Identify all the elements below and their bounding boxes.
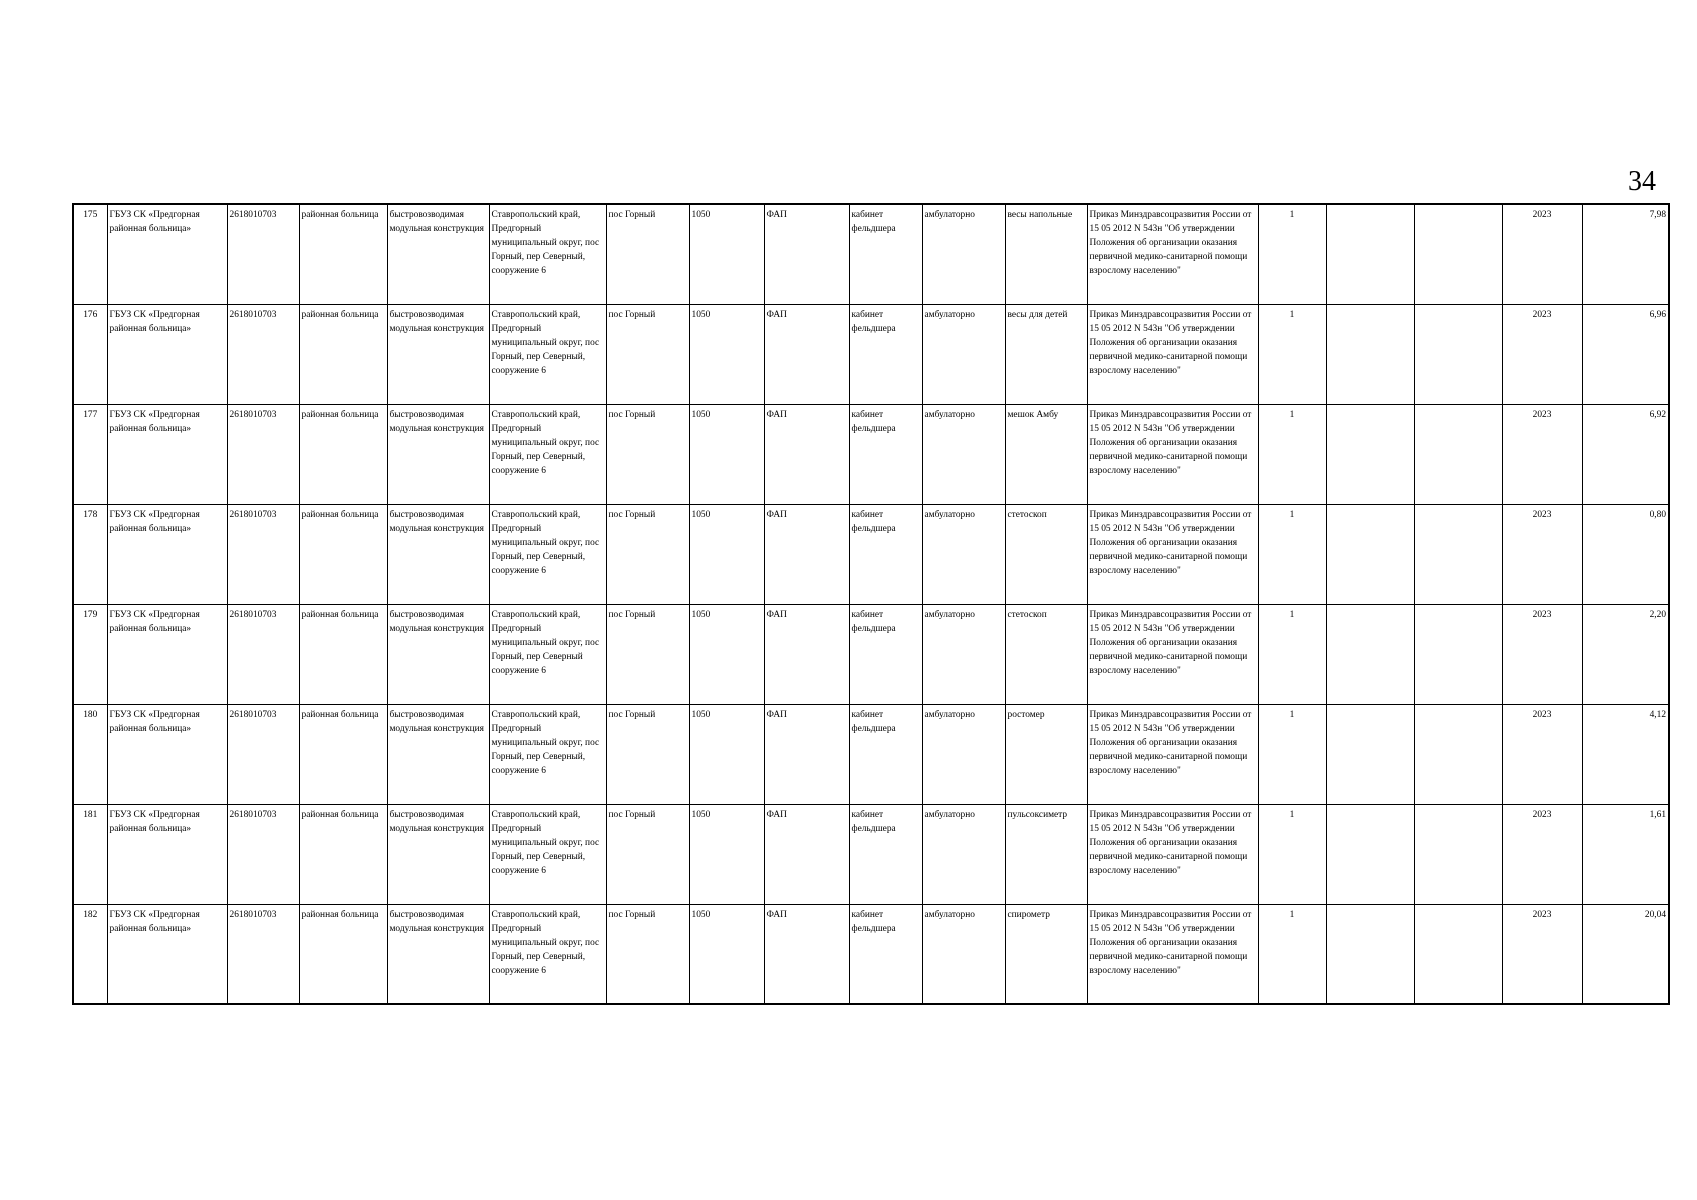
care-form-cell: амбулаторно xyxy=(922,204,1005,304)
empty-cell xyxy=(1414,504,1502,604)
equipment-cell: пульсоксиметр xyxy=(1005,804,1087,904)
construction-cell: быстровозводимая модульная конструкция xyxy=(387,804,489,904)
price-cell: 20,04 xyxy=(1582,904,1669,1004)
settlement-cell: пос Горный xyxy=(606,304,689,404)
equipment-cell: ростомер xyxy=(1005,704,1087,804)
org-type-cell: районная больница xyxy=(299,504,387,604)
settlement-cell: пос Горный xyxy=(606,704,689,804)
org-type-cell: районная больница xyxy=(299,304,387,404)
facility-cell: ФАП xyxy=(764,704,849,804)
table-row xyxy=(73,504,1669,604)
row-number: 175 xyxy=(73,204,107,304)
order-cell: Приказ Минздравсоцразвития России от 15 05 2012 N 543н "Об утверждении Положения об организации оказания первичной медико-санитарной помощи взрослому населению" xyxy=(1087,704,1258,804)
price-cell: 6,96 xyxy=(1582,304,1669,404)
facility-cell: ФАП xyxy=(764,504,849,604)
table-row xyxy=(73,204,1669,304)
room-cell: кабинет фельдшера xyxy=(849,804,922,904)
organization-cell: ГБУЗ СК «Предгорная районная больница» xyxy=(107,904,227,1004)
construction-cell: быстровозводимая модульная конструкция xyxy=(387,604,489,704)
address-cell: Ставропольский край, Предгорный муниципальный округ, пос Горный, пер Северный, сооружение 6 xyxy=(489,504,606,604)
equipment-registry-sheet xyxy=(72,203,1668,1005)
empty-cell xyxy=(1414,204,1502,304)
quantity-cell: 1 xyxy=(1258,504,1326,604)
equipment-cell: мешок Амбу xyxy=(1005,404,1087,504)
room-cell: кабинет фельдшера xyxy=(849,904,922,1004)
org-type-cell: районная больница xyxy=(299,904,387,1004)
row-number: 177 xyxy=(73,404,107,504)
address-cell: Ставропольский край, Предгорный муниципальный округ, пос Горный, пер Северный, сооружение 6 xyxy=(489,704,606,804)
row-number: 179 xyxy=(73,604,107,704)
org-code-cell: 2618010703 xyxy=(227,604,299,704)
organization-cell: ГБУЗ СК «Предгорная районная больница» xyxy=(107,304,227,404)
order-cell: Приказ Минздравсоцразвития России от 15 05 2012 N 543н "Об утверждении Положения об организации оказания первичной медико-санитарной помощи взрослому населению" xyxy=(1087,204,1258,304)
population-cell: 1050 xyxy=(689,804,764,904)
org-code-cell: 2618010703 xyxy=(227,204,299,304)
row-number: 178 xyxy=(73,504,107,604)
construction-cell: быстровозводимая модульная конструкция xyxy=(387,404,489,504)
equipment-cell: весы напольные xyxy=(1005,204,1087,304)
address-cell: Ставропольский край, Предгорный муниципальный округ, пос Горный, пер Северный сооружение 6 xyxy=(489,604,606,704)
order-cell: Приказ Минздравсоцразвития России от 15 05 2012 N 543н "Об утверждении Положения об организации оказания первичной медико-санитарной помощи взрослому населению" xyxy=(1087,804,1258,904)
price-cell: 1,61 xyxy=(1582,804,1669,904)
care-form-cell: амбулаторно xyxy=(922,604,1005,704)
equipment-cell: спирометр xyxy=(1005,904,1087,1004)
org-code-cell: 2618010703 xyxy=(227,704,299,804)
room-cell: кабинет фельдшера xyxy=(849,204,922,304)
facility-cell: ФАП xyxy=(764,804,849,904)
order-cell: Приказ Минздравсоцразвития России от 15 05 2012 N 543н "Об утверждении Положения об организации оказания первичной медико-санитарной помощи взрослому населению" xyxy=(1087,304,1258,404)
care-form-cell: амбулаторно xyxy=(922,504,1005,604)
quantity-cell: 1 xyxy=(1258,604,1326,704)
organization-cell: ГБУЗ СК «Предгорная районная больница» xyxy=(107,404,227,504)
org-type-cell: районная больница xyxy=(299,204,387,304)
table-row xyxy=(73,404,1669,504)
care-form-cell: амбулаторно xyxy=(922,904,1005,1004)
organization-cell: ГБУЗ СК «Предгорная районная больница» xyxy=(107,704,227,804)
empty-cell xyxy=(1326,304,1414,404)
price-cell: 2,20 xyxy=(1582,604,1669,704)
facility-cell: ФАП xyxy=(764,604,849,704)
quantity-cell: 1 xyxy=(1258,904,1326,1004)
organization-cell: ГБУЗ СК «Предгорная районная больница» xyxy=(107,204,227,304)
population-cell: 1050 xyxy=(689,404,764,504)
organization-cell: ГБУЗ СК «Предгорная районная больница» xyxy=(107,804,227,904)
settlement-cell: пос Горный xyxy=(606,404,689,504)
page-number: 34 xyxy=(1628,166,1656,197)
care-form-cell: амбулаторно xyxy=(922,404,1005,504)
address-cell: Ставропольский край, Предгорный муниципальный округ, пос Горный, пер Северный, сооружение 6 xyxy=(489,304,606,404)
empty-cell xyxy=(1414,604,1502,704)
settlement-cell: пос Горный xyxy=(606,504,689,604)
empty-cell xyxy=(1326,504,1414,604)
address-cell: Ставропольский край, Предгорный муниципальный округ, пос Горный, пер Северный, сооружение 6 xyxy=(489,404,606,504)
org-type-cell: районная больница xyxy=(299,604,387,704)
quantity-cell: 1 xyxy=(1258,704,1326,804)
empty-cell xyxy=(1414,404,1502,504)
year-cell: 2023 xyxy=(1502,504,1582,604)
population-cell: 1050 xyxy=(689,604,764,704)
org-code-cell: 2618010703 xyxy=(227,804,299,904)
population-cell: 1050 xyxy=(689,204,764,304)
table-row xyxy=(73,604,1669,704)
population-cell: 1050 xyxy=(689,504,764,604)
empty-cell xyxy=(1414,804,1502,904)
construction-cell: быстровозводимая модульная конструкция xyxy=(387,504,489,604)
price-cell: 0,80 xyxy=(1582,504,1669,604)
empty-cell xyxy=(1326,804,1414,904)
address-cell: Ставропольский край, Предгорный муниципальный округ, пос Горный, пер Северный, сооружение 6 xyxy=(489,204,606,304)
year-cell: 2023 xyxy=(1502,604,1582,704)
year-cell: 2023 xyxy=(1502,804,1582,904)
organization-cell: ГБУЗ СК «Предгорная районная больница» xyxy=(107,504,227,604)
table-row xyxy=(73,904,1669,1004)
population-cell: 1050 xyxy=(689,904,764,1004)
empty-cell xyxy=(1326,704,1414,804)
quantity-cell: 1 xyxy=(1258,804,1326,904)
organization-cell: ГБУЗ СК «Предгорная районная больница» xyxy=(107,604,227,704)
org-code-cell: 2618010703 xyxy=(227,504,299,604)
org-code-cell: 2618010703 xyxy=(227,904,299,1004)
facility-cell: ФАП xyxy=(764,304,849,404)
price-cell: 4,12 xyxy=(1582,704,1669,804)
facility-cell: ФАП xyxy=(764,904,849,1004)
empty-cell xyxy=(1414,904,1502,1004)
row-number: 182 xyxy=(73,904,107,1004)
population-cell: 1050 xyxy=(689,704,764,804)
org-code-cell: 2618010703 xyxy=(227,404,299,504)
settlement-cell: пос Горный xyxy=(606,804,689,904)
table-row xyxy=(73,304,1669,404)
order-cell: Приказ Минздравсоцразвития России от 15 05 2012 N 543н "Об утверждении Положения об организации оказания первичной медико-санитарной помощи взрослому населению" xyxy=(1087,604,1258,704)
org-type-cell: районная больница xyxy=(299,704,387,804)
construction-cell: быстровозводимая модульная конструкция xyxy=(387,904,489,1004)
facility-cell: ФАП xyxy=(764,404,849,504)
care-form-cell: амбулаторно xyxy=(922,304,1005,404)
table-row xyxy=(73,704,1669,804)
price-cell: 7,98 xyxy=(1582,204,1669,304)
empty-cell xyxy=(1414,304,1502,404)
construction-cell: быстровозводимая модульная конструкция xyxy=(387,304,489,404)
equipment-cell: весы для детей xyxy=(1005,304,1087,404)
year-cell: 2023 xyxy=(1502,704,1582,804)
care-form-cell: амбулаторно xyxy=(922,704,1005,804)
registry-body xyxy=(73,204,1669,1004)
care-form-cell: амбулаторно xyxy=(922,804,1005,904)
year-cell: 2023 xyxy=(1502,204,1582,304)
construction-cell: быстровозводимая модульная конструкция xyxy=(387,704,489,804)
org-type-cell: районная больница xyxy=(299,804,387,904)
equipment-cell: стетоскоп xyxy=(1005,604,1087,704)
order-cell: Приказ Минздравсоцразвития России от 15 05 2012 N 543н "Об утверждении Положения об организации оказания первичной медико-санитарной помощи взрослому населению" xyxy=(1087,504,1258,604)
empty-cell xyxy=(1414,704,1502,804)
order-cell: Приказ Минздравсоцразвития России от 15 05 2012 N 543н "Об утверждении Положения об организации оказания первичной медико-санитарной помощи взрослому населению" xyxy=(1087,404,1258,504)
address-cell: Ставропольский край, Предгорный муниципальный округ, пос Горный, пер Северный, сооружение 6 xyxy=(489,904,606,1004)
room-cell: кабинет фельдшера xyxy=(849,404,922,504)
order-cell: Приказ Минздравсоцразвития России от 15 05 2012 N 543н "Об утверждении Положения об организации оказания первичной медико-санитарной помощи взрослому населению" xyxy=(1087,904,1258,1004)
settlement-cell: пос Горный xyxy=(606,904,689,1004)
org-type-cell: районная больница xyxy=(299,404,387,504)
price-cell: 6,92 xyxy=(1582,404,1669,504)
equipment-registry-table xyxy=(72,203,1670,1005)
facility-cell: ФАП xyxy=(764,204,849,304)
settlement-cell: пос Горный xyxy=(606,604,689,704)
room-cell: кабинет фельдшера xyxy=(849,604,922,704)
empty-cell xyxy=(1326,604,1414,704)
equipment-cell: стетоскоп xyxy=(1005,504,1087,604)
empty-cell xyxy=(1326,404,1414,504)
quantity-cell: 1 xyxy=(1258,404,1326,504)
year-cell: 2023 xyxy=(1502,404,1582,504)
empty-cell xyxy=(1326,904,1414,1004)
construction-cell: быстровозводимая модульная конструкция xyxy=(387,204,489,304)
empty-cell xyxy=(1326,204,1414,304)
table-row xyxy=(73,804,1669,904)
year-cell: 2023 xyxy=(1502,304,1582,404)
population-cell: 1050 xyxy=(689,304,764,404)
room-cell: кабинет фельдшера xyxy=(849,504,922,604)
row-number: 181 xyxy=(73,804,107,904)
room-cell: кабинет фельдшера xyxy=(849,704,922,804)
org-code-cell: 2618010703 xyxy=(227,304,299,404)
row-number: 176 xyxy=(73,304,107,404)
room-cell: кабинет фельдшера xyxy=(849,304,922,404)
quantity-cell: 1 xyxy=(1258,204,1326,304)
address-cell: Ставропольский край, Предгорный муниципальный округ, пос Горный, пер Северный, сооружение 6 xyxy=(489,804,606,904)
year-cell: 2023 xyxy=(1502,904,1582,1004)
settlement-cell: пос Горный xyxy=(606,204,689,304)
row-number: 180 xyxy=(73,704,107,804)
quantity-cell: 1 xyxy=(1258,304,1326,404)
